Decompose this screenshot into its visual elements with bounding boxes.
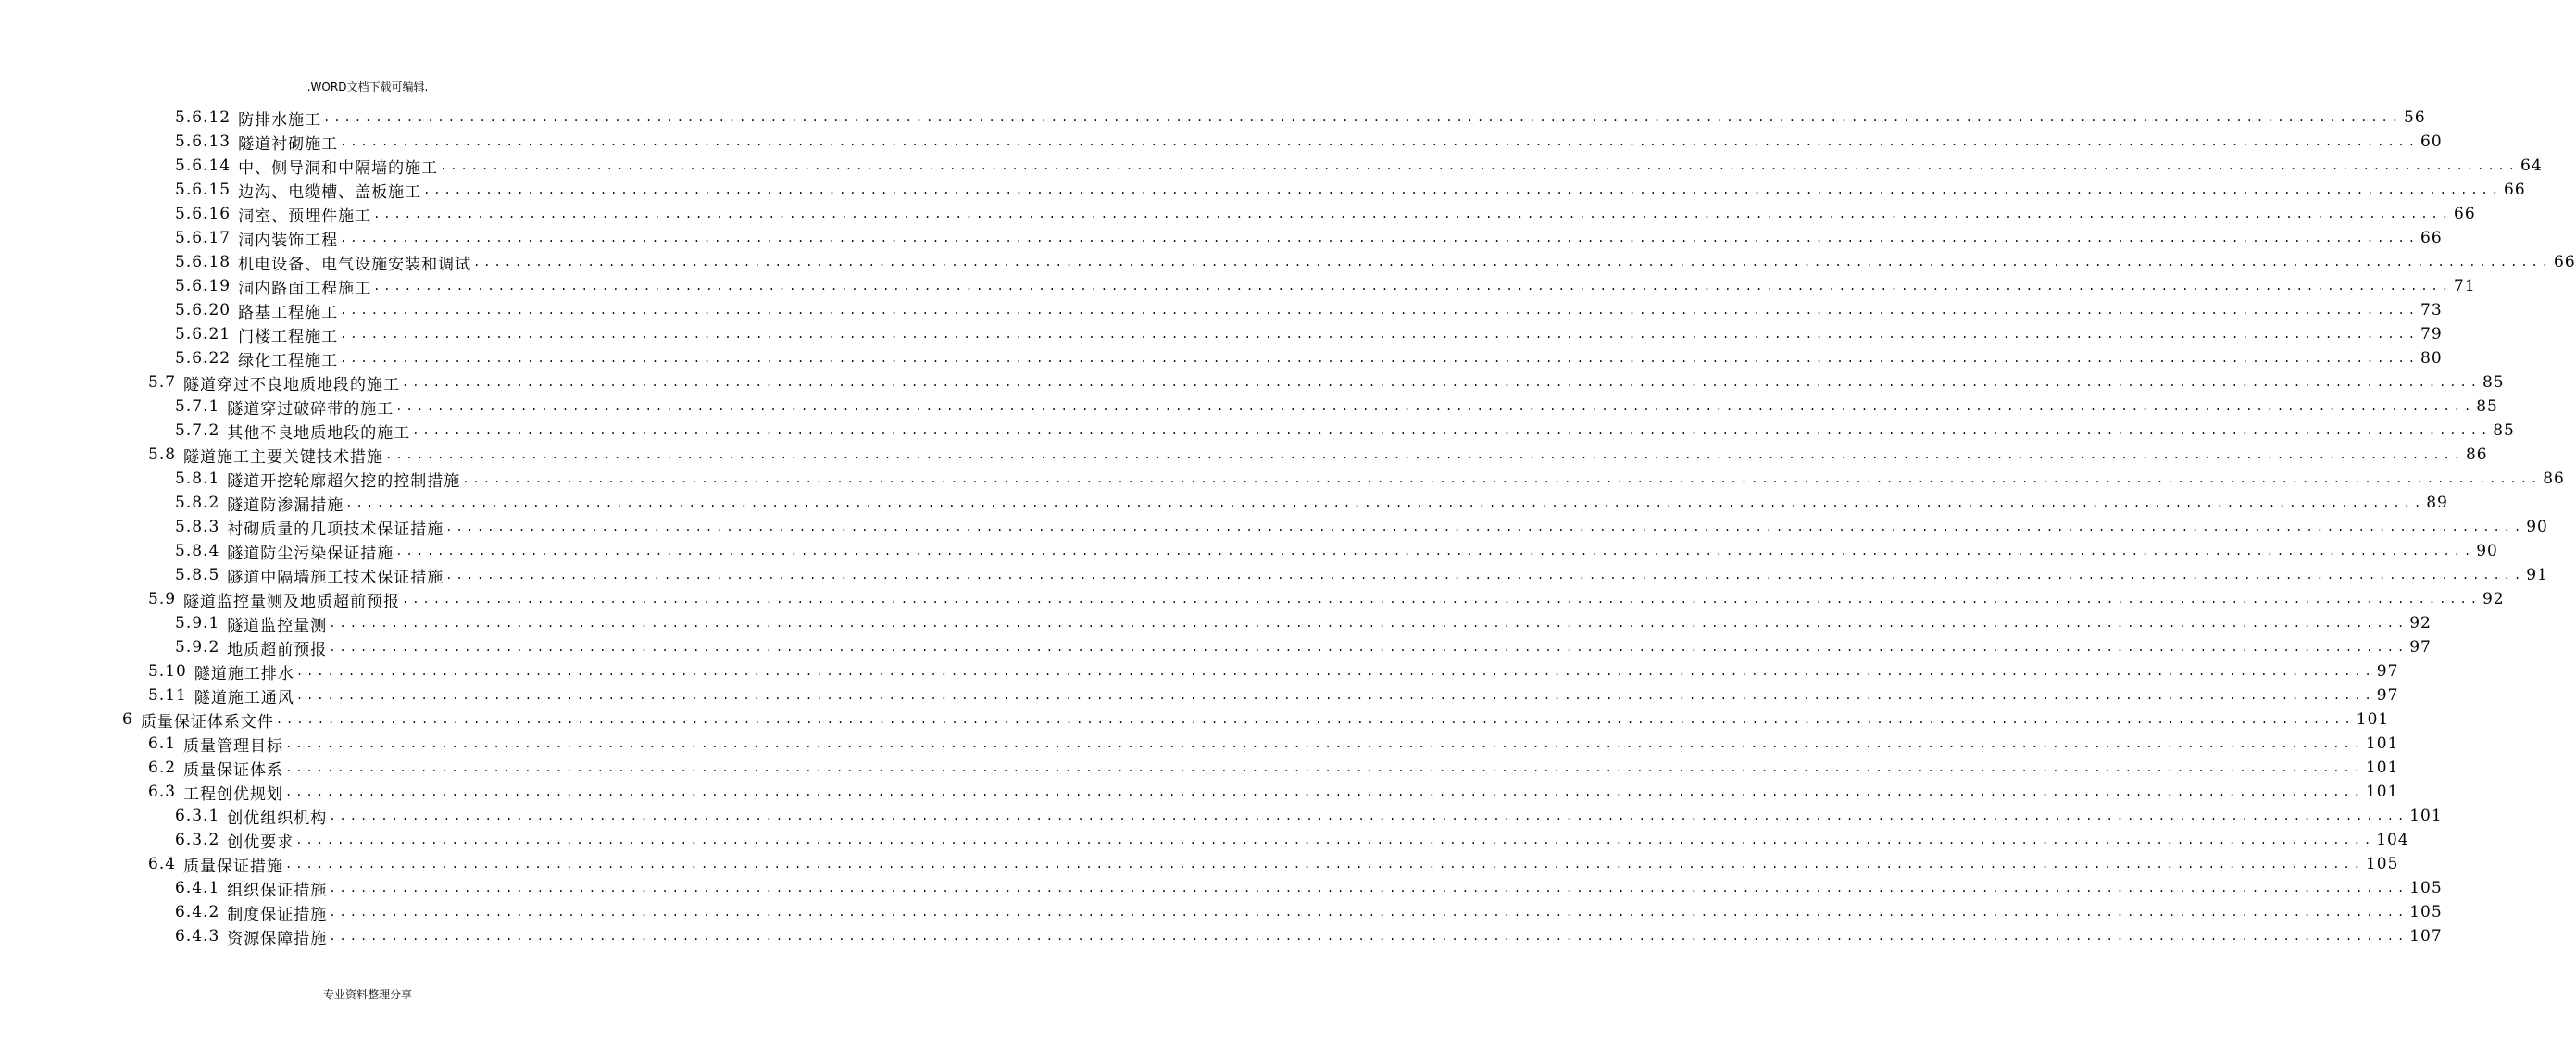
toc-entry-page: 97 xyxy=(2376,662,2399,681)
page-header: .WORD文档下载可编辑. xyxy=(306,81,429,94)
toc-entry-title: 隧道施工主要关键技术措施 xyxy=(183,447,384,467)
toc-leader-dots: ........................................................................................................................................................................................................ xyxy=(285,761,2364,774)
toc-entry-page: 80 xyxy=(2420,349,2443,368)
toc-entry[interactable] xyxy=(148,683,2399,708)
toc-entry-title: 隧道防尘污染保证措施 xyxy=(227,544,394,563)
toc-entry-number: 5.7.1 xyxy=(175,397,220,416)
toc-entry[interactable] xyxy=(175,419,2515,443)
toc-entry-title: 洞室、预埋件施工 xyxy=(238,207,372,226)
toc-entry-number: 6.4 xyxy=(148,855,177,873)
toc-entry-page: 71 xyxy=(2454,277,2476,295)
toc-entry[interactable] xyxy=(148,443,2488,467)
toc-entry-number: 5.7 xyxy=(148,373,177,392)
toc-entry-page: 89 xyxy=(2426,494,2448,512)
toc-entry[interactable] xyxy=(175,130,2443,154)
toc-entry-page: 85 xyxy=(2476,397,2498,416)
toc-entry[interactable] xyxy=(175,804,2443,828)
toc-entry-number: 6.3 xyxy=(148,783,177,801)
toc-entry[interactable] xyxy=(175,178,2526,202)
toc-entry[interactable] xyxy=(175,491,2448,515)
toc-entry-number: 6.3.1 xyxy=(175,807,220,825)
toc-entry-title: 制度保证措施 xyxy=(227,905,328,924)
toc-entry-page: 92 xyxy=(2482,590,2505,608)
toc-entry-number: 6 xyxy=(122,710,133,729)
page-footer: 专业资料整理分享 xyxy=(322,988,412,1001)
toc-entry-title: 隧道监控量测 xyxy=(227,616,328,635)
toc-entry-number: 6.1 xyxy=(148,734,177,753)
toc-leader-dots: ........................................................................................................................................................................................................ xyxy=(340,328,2419,341)
toc-leader-dots: ........................................................................................................................................................................................................ xyxy=(329,617,2408,630)
toc-entry-page: 66 xyxy=(2504,181,2526,199)
toc-entry[interactable] xyxy=(175,298,2443,322)
toc-entry[interactable] xyxy=(148,756,2399,780)
toc-leader-dots: ........................................................................................................................................................................................................ xyxy=(402,376,2481,389)
toc-entry-page: 66 xyxy=(2454,205,2476,223)
toc-entry-number: 5.6.15 xyxy=(175,181,231,199)
toc-leader-dots: ........................................................................................................................................................................................................ xyxy=(329,930,2408,943)
toc-entry-title: 隧道施工排水 xyxy=(194,664,294,683)
toc-entry[interactable] xyxy=(148,370,2505,395)
toc-entry-number: 5.7.2 xyxy=(175,421,220,440)
toc-leader-dots: ........................................................................................................................................................................................................ xyxy=(329,641,2408,654)
toc-leader-dots: ........................................................................................................................................................................................................ xyxy=(295,689,2375,702)
toc-entry[interactable] xyxy=(148,732,2399,756)
toc-entry-number: 5.6.17 xyxy=(175,229,231,247)
toc-entry[interactable] xyxy=(175,467,2565,491)
toc-entry-title: 工程创优规划 xyxy=(183,784,284,804)
toc-entry-number: 5.9 xyxy=(148,590,177,608)
toc-entry[interactable] xyxy=(175,539,2498,563)
toc-entry-page: 85 xyxy=(2493,421,2515,440)
toc-leader-dots: ........................................................................................................................................................................................................ xyxy=(373,280,2452,293)
toc-entry-number: 5.10 xyxy=(148,662,187,681)
toc-entry-page: 97 xyxy=(2376,686,2399,705)
toc-leader-dots: ........................................................................................................................................................................................................ xyxy=(340,304,2419,317)
toc-entry-title: 创优要求 xyxy=(227,833,294,852)
toc-leader-dots: ........................................................................................................................................................................................................ xyxy=(445,520,2525,533)
toc-entry-title: 隧道防渗漏措施 xyxy=(227,495,344,515)
toc-leader-dots: ........................................................................................................................................................................................................ xyxy=(329,809,2408,822)
toc-entry-title: 隧道穿过破碎带的施工 xyxy=(227,399,394,419)
toc-leader-dots: ........................................................................................................................................................................................................ xyxy=(329,882,2408,895)
toc-entry-title: 衬砌质量的几项技术保证措施 xyxy=(227,520,444,539)
toc-entry-number: 5.8.1 xyxy=(175,470,220,488)
toc-entry-title: 地质超前预报 xyxy=(227,640,328,659)
toc-entry-page: 105 xyxy=(2409,879,2443,897)
toc-entry-page: 86 xyxy=(2543,470,2565,488)
toc-entry-title: 隧道开挖轮廓超欠挖的控制措施 xyxy=(227,471,461,491)
toc-leader-dots: ........................................................................................................................................................................................................ xyxy=(345,496,2425,509)
toc-entry-page: 86 xyxy=(2465,445,2488,464)
toc-entry[interactable] xyxy=(175,106,2426,130)
toc-entry-page: 97 xyxy=(2409,638,2432,657)
toc-leader-dots: ........................................................................................................................................................................................................ xyxy=(395,400,2475,413)
toc-entry-title: 资源保障措施 xyxy=(227,929,328,948)
toc-entry-number: 6.4.3 xyxy=(175,927,220,946)
toc-entry-number: 5.6.20 xyxy=(175,301,231,320)
toc-leader-dots: ........................................................................................................................................................................................................ xyxy=(285,858,2364,871)
toc-entry[interactable] xyxy=(175,563,2548,587)
toc-entry-number: 5.6.21 xyxy=(175,325,231,344)
toc-entry[interactable] xyxy=(148,659,2399,683)
toc-entry-page: 92 xyxy=(2409,614,2432,633)
toc-entry-number: 5.9.2 xyxy=(175,638,220,657)
toc-entry[interactable] xyxy=(175,346,2443,370)
toc-entry-title: 创优组织机构 xyxy=(227,808,328,828)
toc-entry-number: 5.8.4 xyxy=(175,542,220,560)
toc-entry-title: 绿化工程施工 xyxy=(238,351,339,370)
toc-entry-title: 路基工程施工 xyxy=(238,303,339,322)
toc-entry-number: 6.3.2 xyxy=(175,831,220,849)
toc-entry-page: 101 xyxy=(2365,734,2399,753)
toc-entry[interactable] xyxy=(175,924,2443,948)
toc-entry-number: 5.8.5 xyxy=(175,566,220,584)
toc-entry-title: 中、侧导洞和中隔墙的施工 xyxy=(238,158,439,178)
toc-entry-number: 5.9.1 xyxy=(175,614,220,633)
toc-leader-dots: ........................................................................................................................................................................................................ xyxy=(340,232,2419,244)
toc-entry-title: 质量保证体系 xyxy=(183,760,284,780)
toc-entry-number: 5.6.12 xyxy=(175,108,231,127)
toc-entry-title: 门楼工程施工 xyxy=(238,327,339,346)
toc-leader-dots: ........................................................................................................................................................................................................ xyxy=(423,183,2502,196)
toc-entry-number: 5.8.2 xyxy=(175,494,220,512)
toc-entry-title: 机电设备、电气设施安装和调试 xyxy=(238,255,472,274)
toc-entry-number: 5.6.14 xyxy=(175,157,231,175)
toc-entry[interactable] xyxy=(148,587,2505,611)
toc-leader-dots: ........................................................................................................................................................................................................ xyxy=(440,159,2519,172)
toc-entry[interactable] xyxy=(148,852,2399,876)
toc-entry-number: 5.8 xyxy=(148,445,177,464)
toc-entry-title: 隧道监控量测及地质超前预报 xyxy=(183,592,401,611)
toc-entry-title: 洞内装饰工程 xyxy=(238,231,339,250)
toc-entry-page: 105 xyxy=(2409,903,2443,921)
toc-entry-page: 91 xyxy=(2526,566,2548,584)
toc-leader-dots: ........................................................................................................................................................................................................ xyxy=(395,545,2475,558)
toc-entry[interactable] xyxy=(175,828,2409,852)
toc-entry-number: 5.6.19 xyxy=(175,277,231,295)
toc-leader-dots: ........................................................................................................................................................................................................ xyxy=(473,256,2552,269)
toc-leader-dots: ........................................................................................................................................................................................................ xyxy=(385,448,2464,461)
toc-entry-page: 101 xyxy=(2409,807,2443,825)
toc-entry-number: 5.11 xyxy=(148,686,187,705)
toc-entry-title: 洞内路面工程施工 xyxy=(238,279,372,298)
toc-entry[interactable] xyxy=(175,154,2543,178)
toc-entry-page: 56 xyxy=(2404,108,2426,127)
toc-entry-title: 质量管理目标 xyxy=(183,736,284,756)
toc-entry-title: 其他不良地质地段的施工 xyxy=(227,423,411,443)
toc-entry[interactable] xyxy=(175,202,2476,226)
toc-entry-page: 60 xyxy=(2420,132,2443,151)
toc-leader-dots: ........................................................................................................................................................................................................ xyxy=(275,713,2355,726)
toc-leader-dots: ........................................................................................................................................................................................................ xyxy=(323,111,2402,124)
toc-entry-page: 105 xyxy=(2365,855,2399,873)
toc-entry-page: 104 xyxy=(2376,831,2409,849)
toc-entry-title: 防排水施工 xyxy=(238,110,322,130)
toc-entry[interactable] xyxy=(122,708,2390,732)
toc-entry[interactable] xyxy=(175,876,2443,900)
toc-entry-page: 66 xyxy=(2420,229,2443,247)
toc-leader-dots: ........................................................................................................................................................................................................ xyxy=(373,207,2452,220)
toc-entry-page: 66 xyxy=(2554,253,2576,271)
toc-entry[interactable] xyxy=(175,322,2443,346)
toc-leader-dots: ........................................................................................................................................................................................................ xyxy=(340,352,2419,365)
toc-entry[interactable] xyxy=(175,274,2476,298)
toc-entry[interactable] xyxy=(175,611,2432,635)
toc-entry-number: 5.6.16 xyxy=(175,205,231,223)
toc-leader-dots: ........................................................................................................................................................................................................ xyxy=(412,424,2492,437)
toc-entry[interactable] xyxy=(175,515,2548,539)
toc-entry-page: 73 xyxy=(2420,301,2443,320)
toc-entry-title: 隧道衬砌施工 xyxy=(238,134,339,154)
toc-entry[interactable] xyxy=(175,395,2498,419)
toc-entry-page: 90 xyxy=(2526,518,2548,536)
toc-entry-page: 85 xyxy=(2482,373,2505,392)
toc-entry-title: 隧道穿过不良地质地段的施工 xyxy=(183,375,401,395)
toc-entry-title: 隧道中隔墙施工技术保证措施 xyxy=(227,568,444,587)
toc-entry[interactable] xyxy=(175,635,2432,659)
toc-leader-dots: ........................................................................................................................................................................................................ xyxy=(402,593,2481,606)
toc-entry-number: 6.2 xyxy=(148,758,177,777)
toc-entry[interactable] xyxy=(175,250,2576,274)
toc-leader-dots: ........................................................................................................................................................................................................ xyxy=(285,785,2364,798)
toc-leader-dots: ........................................................................................................................................................................................................ xyxy=(340,135,2419,148)
toc-entry-page: 101 xyxy=(2365,783,2399,801)
toc-entry-number: 5.6.18 xyxy=(175,253,231,271)
toc-entry-page: 79 xyxy=(2420,325,2443,344)
toc-leader-dots: ........................................................................................................................................................................................................ xyxy=(445,569,2525,582)
toc-entry-page: 90 xyxy=(2476,542,2498,560)
toc-entry-title: 组织保证措施 xyxy=(227,881,328,900)
toc-entry-page: 107 xyxy=(2409,927,2443,946)
toc-entry-number: 6.4.1 xyxy=(175,879,220,897)
toc-entry-number: 5.8.3 xyxy=(175,518,220,536)
toc-entry-page: 101 xyxy=(2365,758,2399,777)
toc-leader-dots: ........................................................................................................................................................................................................ xyxy=(329,906,2408,919)
toc-leader-dots: ........................................................................................................................................................................................................ xyxy=(285,737,2364,750)
toc-entry[interactable] xyxy=(175,900,2443,924)
toc-entry-page: 101 xyxy=(2356,710,2390,729)
toc-entry-title: 质量保证体系文件 xyxy=(140,712,274,732)
toc-entry-number: 5.6.22 xyxy=(175,349,231,368)
toc-entry-page: 64 xyxy=(2520,157,2543,175)
toc-entry-number: 6.4.2 xyxy=(175,903,220,921)
toc-entry[interactable] xyxy=(175,226,2443,250)
toc-entry-title: 质量保证措施 xyxy=(183,857,284,876)
toc-entry-title: 隧道施工通风 xyxy=(194,688,294,708)
toc-entry-title: 边沟、电缆槽、盖板施工 xyxy=(238,182,422,202)
toc-entry[interactable] xyxy=(148,780,2399,804)
toc-leader-dots: ........................................................................................................................................................................................................ xyxy=(295,833,2375,846)
toc-entry-number: 5.6.13 xyxy=(175,132,231,151)
toc-leader-dots: ........................................................................................................................................................................................................ xyxy=(462,472,2542,485)
toc-leader-dots: ........................................................................................................................................................................................................ xyxy=(295,665,2375,678)
